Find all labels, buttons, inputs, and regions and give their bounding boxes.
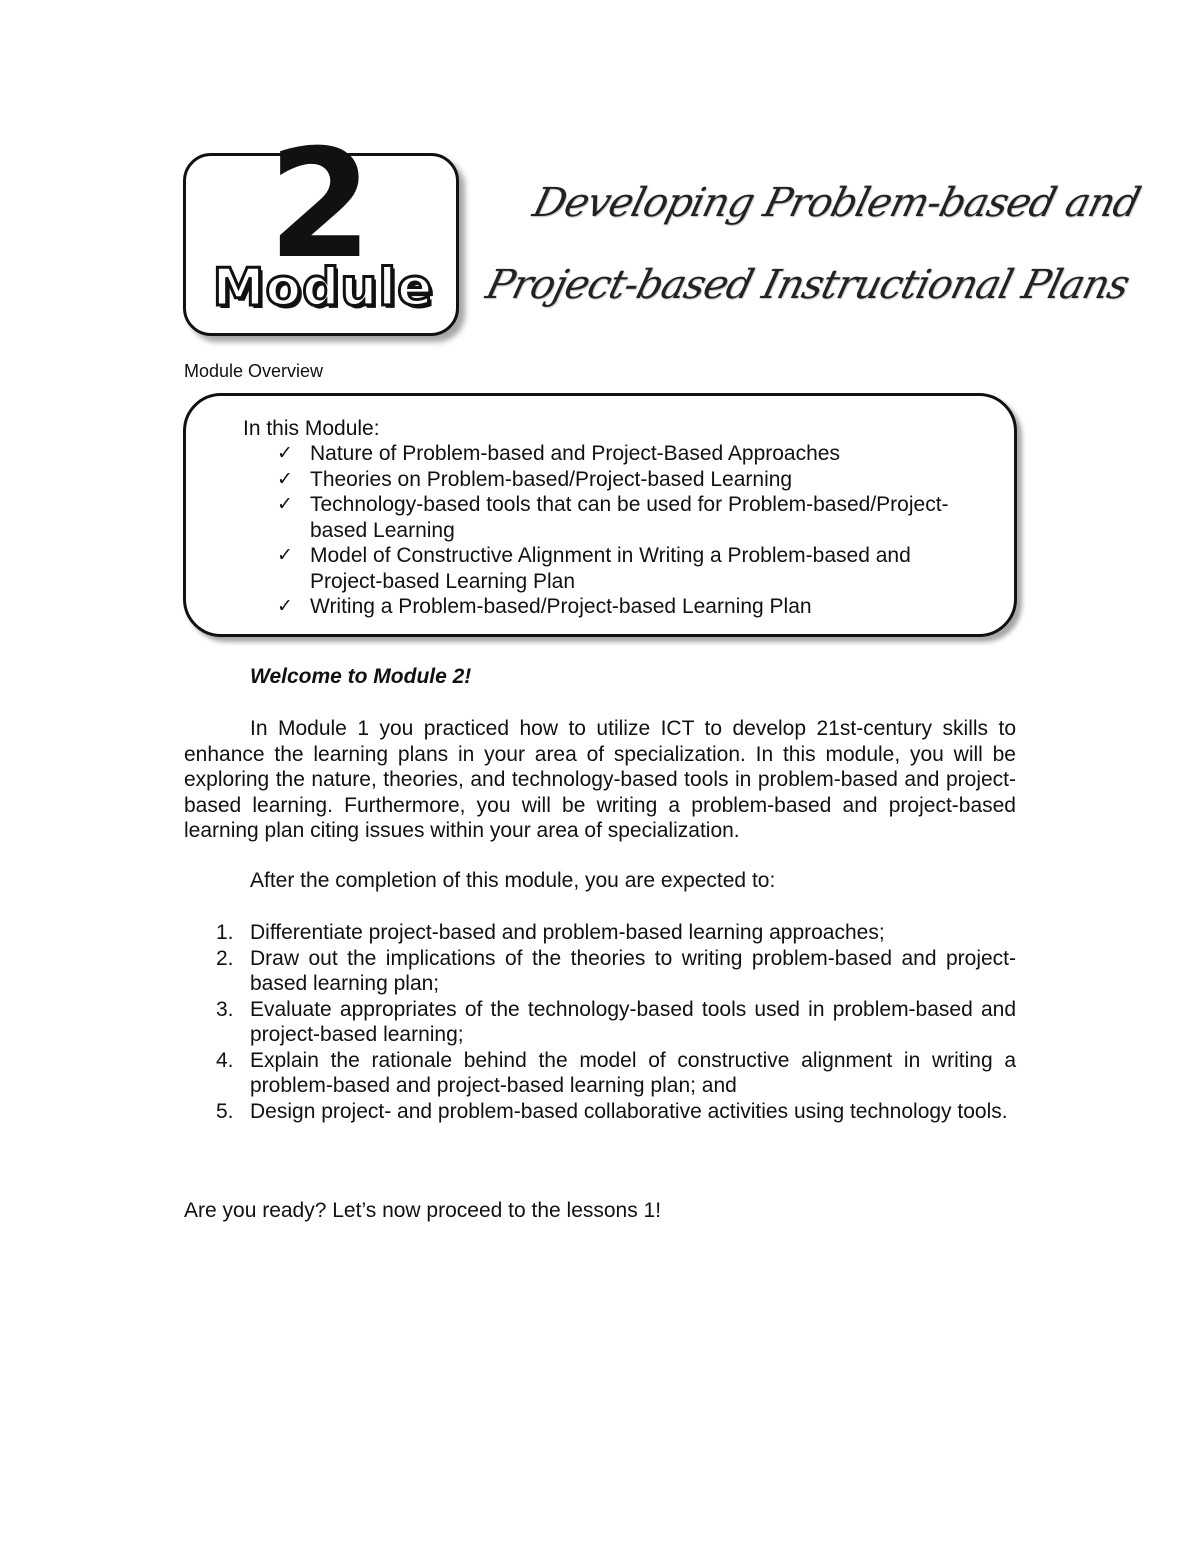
overview-checklist [275, 441, 987, 620]
checklist-item: ✓ Nature of Problem-based and Project-Based Approaches [277, 442, 840, 465]
objective-item: 3. Evaluate appropriates of the technology-based tools used in problem-based and project-based learning; [216, 997, 1016, 1046]
checklist-item: ✓ Technology-based tools that can be used for Problem-based/Project-based Learning [277, 493, 949, 542]
objective-item: 5. Design project- and problem-based collaborative activities using technology tools. [216, 1099, 1008, 1123]
module-number: 2 [268, 118, 373, 292]
checkmark-icon: ✓ [277, 595, 293, 617]
checkmark-icon: ✓ [277, 442, 293, 464]
objective-item: 4. Explain the rationale behind the model of constructive alignment in writing a problem-based and project-based learning plan; and [216, 1048, 1016, 1097]
module-word: Module [212, 258, 434, 318]
checkmark-icon: ✓ [277, 544, 293, 566]
module-title-line-1: Developing Problem-based and [528, 180, 1145, 226]
checkmark-icon: ✓ [277, 493, 293, 515]
welcome-heading: Welcome to Module 2! [250, 665, 472, 688]
objective-item: 2. Draw out the implications of the theories to writing problem-based and project-based learning plan; [216, 946, 1016, 995]
checklist-item: ✓ Model of Constructive Alignment in Writing a Problem-based and Project-based Learning Plan [277, 544, 911, 593]
checklist-item: ✓ Theories on Problem-based/Project-based Learning [277, 467, 793, 491]
checklist-item: ✓ Writing a Problem-based/Project-based Learning Plan [277, 595, 812, 618]
objectives-list [184, 920, 1016, 1124]
module-title-line-2: Project-based Instructional Plans [481, 262, 1134, 308]
closing-line: Are you ready? Let’s now proceed to the lessons 1! [184, 1199, 662, 1222]
overview-label: Module Overview [184, 361, 324, 381]
checkmark-icon: ✓ [277, 467, 293, 490]
overview-intro: In this Module: [243, 417, 380, 440]
intro-paragraph: In Module 1 you practiced how to utilize ICT to develop 21st-century skills to enhance the learning plans in your area of specialization. In this module, you will be exploring the nature, theories, and technology-based tools in problem-based and project-based learning. Furthermore, you will be writing a problem-based and project-based learning plan citing issues within your area of specialization. [184, 717, 1016, 842]
objectives-lead: After the completion of this module, you are expected to: [250, 869, 776, 892]
objective-item: 1. Differentiate project-based and problem-based learning approaches; [216, 921, 885, 944]
